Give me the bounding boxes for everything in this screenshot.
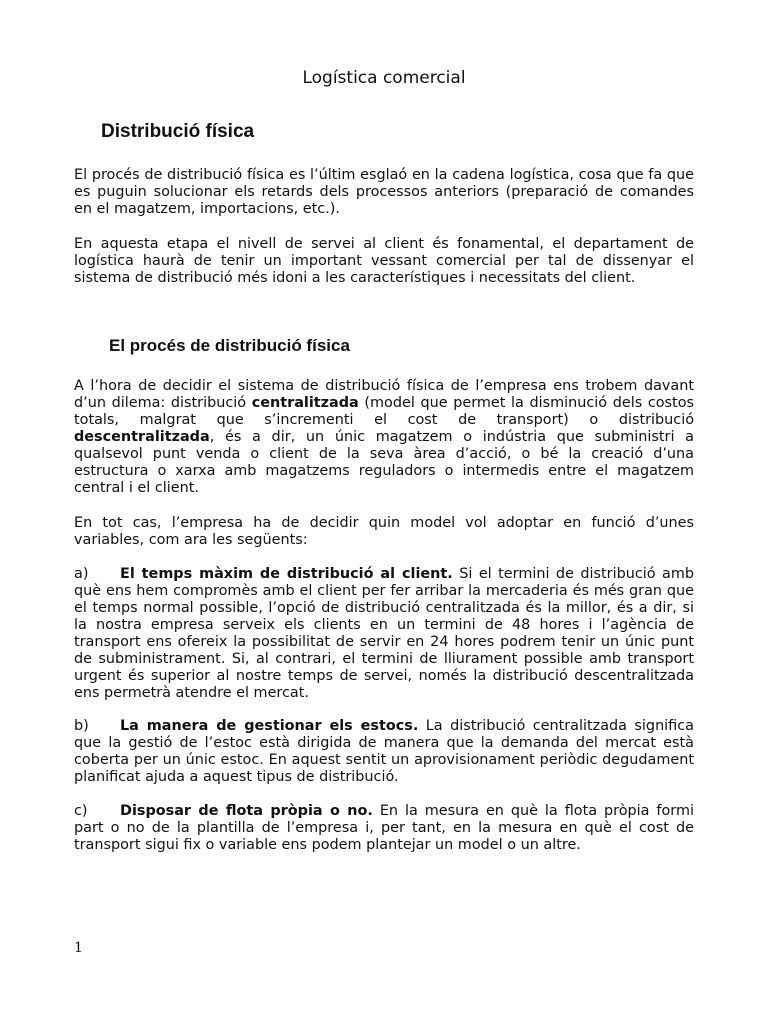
- page-number: 1: [74, 940, 83, 956]
- list-item-letter: b): [74, 718, 89, 734]
- list-item-title: La manera de gestionar els estocs.: [120, 718, 419, 734]
- list-item-letter: a): [74, 566, 89, 582]
- dilemma-text-1: A l’hora de decidir el sistema de distribució física de l’empresa ens trobem davant d’un dilema: distribució: [74, 378, 694, 411]
- list-item-title: Disposar de flota pròpia o no.: [120, 803, 373, 819]
- paragraph-variables-lead: En tot cas, l’empresa ha de decidir quin model vol adoptar en funció d’unes variables, com ara les següents:: [74, 515, 694, 548]
- paragraph-intro: El procés de distribució física es l’últim esglaó en la cadena logística, cosa que fa que es puguin solucionar els retards dels processos anteriors (preparació de comandes en el magatzem, importacions, etc.).: [74, 167, 694, 217]
- list-item-text: En la mesura en què la flota pròpia formi part o no de la plantilla de l’empresa i, per tant, en la mesura en què el cost de transport sigui fix o variable ens podem plantejar un model o un altre.: [74, 803, 694, 853]
- dilemma-text-3: , és a dir, un únic magatzem o indústria que subministri a qualsevol punt venda o client de la seva àrea d’acció, o bé la creació d’una estructura o xarxa amb magatzems reguladors o intermedis entre el magatzem central i el client.: [74, 429, 694, 496]
- paragraph-dilemma: [74, 378, 694, 497]
- list-item-a: [74, 566, 694, 702]
- dilemma-text-2: (model que permet la disminució dels costos totals, malgrat que s’incrementi el cost de transport) o distribució: [74, 395, 694, 428]
- paragraph-service-level: En aquesta etapa el nivell de servei al client és fonamental, el departament de logística haurà de tenir un important vessant comercial per tal de dissenyar el sistema de distribució més idoni a les característiques i necessitats del client.: [74, 236, 694, 286]
- list-item-b: [74, 718, 694, 786]
- subsection-heading-proces: El procés de distribució física: [109, 336, 350, 355]
- list-item-text: La distribució centralitzada significa que la gestió de l’estoc està dirigida de manera que la demanda del mercat està coberta per un únic estoc. En aquest sentit un aprovisionament periòdic degudament planificat ajuda a aquest tipus de distribució.: [74, 718, 694, 785]
- list-item-letter: c): [74, 803, 88, 819]
- term-centralitzada: centralitzada: [251, 395, 359, 411]
- section-heading-distribucio-fisica: Distribució física: [101, 121, 255, 142]
- list-item-text: Si el termini de distribució amb què ens hem compromès amb el client per fer arribar la mercaderia és més gran que el temps normal possible, l’opció de distribució centralitzada és la millor, és a dir, si la nostra empresa serveix els clients en un termini de 48 hores i l’agència de transport ens ofereix la possibilitat de servir en 24 hores podrem tenir un únic punt de subministrament. Si, al contrari, el termini de lliurament possible amb transport urgent és superior al nostre temps de servei, només la distribució descentralitzada ens permetrà atendre el mercat.: [74, 566, 695, 701]
- list-item-c: [74, 803, 694, 854]
- term-descentralitzada: descentralitzada: [74, 429, 210, 445]
- document-title: Logística comercial: [302, 68, 466, 88]
- list-item-title: El temps màxim de distribució al client.: [120, 566, 453, 582]
